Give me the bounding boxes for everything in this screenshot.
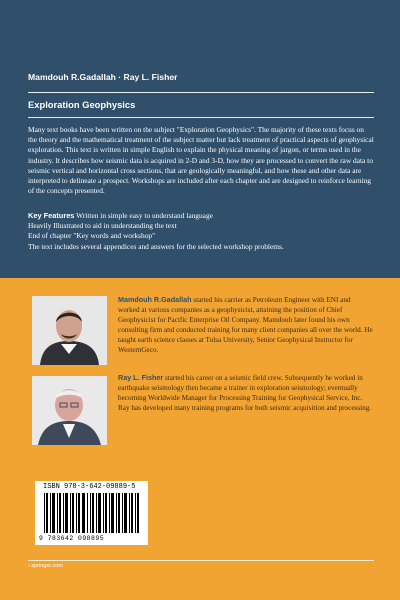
key-feature-4: The text includes several appendices and answers for the selected workshop problems. bbox=[28, 241, 284, 251]
barcode-bars bbox=[43, 493, 140, 533]
key-feature-2: Heavily Illustrated to aid in understanding the text bbox=[28, 221, 177, 231]
author-photo-gadallah bbox=[32, 296, 107, 365]
cover-top-panel bbox=[0, 0, 400, 278]
description: Many text books have been written on the subject "Exploration Geophysics". The majority of these texts focus on the theory and the mathematical treatment of the subject matter but lack treatment of practical aspects of geophysical exploration. This text is written in simple English to explain the physical meaning of jargon, or terms used in the industry. It describes how seismic data is acquired in 2-D and 3-D, how they are processed to convert the raw data to seismic vertical and horizontal cross sections, that are geologically meaningful, and how these and other data are interpreted to delineate a prospect. Workshops are included after each chapter and are designed to reinforce learning of the concepts presented. bbox=[28, 125, 374, 196]
book-title: Exploration Geophysics bbox=[28, 99, 136, 110]
key-features bbox=[28, 211, 374, 252]
bio-fisher bbox=[118, 373, 373, 413]
bio-name-gadallah: Mamdouh R.Gadallah bbox=[118, 295, 192, 304]
divider-top bbox=[28, 92, 374, 93]
bio-text-fisher: started his career on a seismic field crew. Subsequently he worked in earthquake seismology then became a trainer in exploration seismology; eventually becoming Worldwide Manager for Processing Training for Geophysical Service, Inc. Ray has developed many training programs for both seismic acquisition and processing. bbox=[118, 374, 372, 413]
key-features-label: Key Features bbox=[28, 211, 75, 220]
key-feature-3: End of chapter "Key words and workshop" bbox=[28, 231, 156, 241]
key-feature-line-1 bbox=[28, 211, 374, 221]
authors: Mamdouh R.Gadallah · Ray L. Fisher bbox=[28, 72, 178, 82]
publisher-divider bbox=[28, 560, 374, 561]
author-photo-fisher bbox=[32, 376, 107, 445]
publisher-link[interactable]: › springer.com bbox=[28, 563, 63, 569]
isbn-label: ISBN 978-3-642-09889-5 bbox=[43, 483, 136, 491]
bio-name-fisher: Ray L. Fisher bbox=[118, 373, 164, 382]
barcode-digits: 9 783642 098895 bbox=[39, 535, 105, 542]
key-feature-1: Written in simple easy to understand language bbox=[76, 211, 213, 220]
divider-bottom bbox=[28, 117, 374, 118]
bio-gadallah bbox=[118, 295, 373, 356]
isbn-barcode bbox=[35, 481, 148, 545]
bio-text-gadallah: started his carrier as Petroleum Engineer with ENI and worked at various companies as a geophysicist, attaining the position of Chief Geophysicist for Pacific Enterprise Oil Company. Mamdouh later found his own consulting firm and conducted training for many client companies all over the world. He taught earth science classes at Tulsa University, Senior Geophysical Instructor for WesternGeco. bbox=[118, 296, 373, 355]
